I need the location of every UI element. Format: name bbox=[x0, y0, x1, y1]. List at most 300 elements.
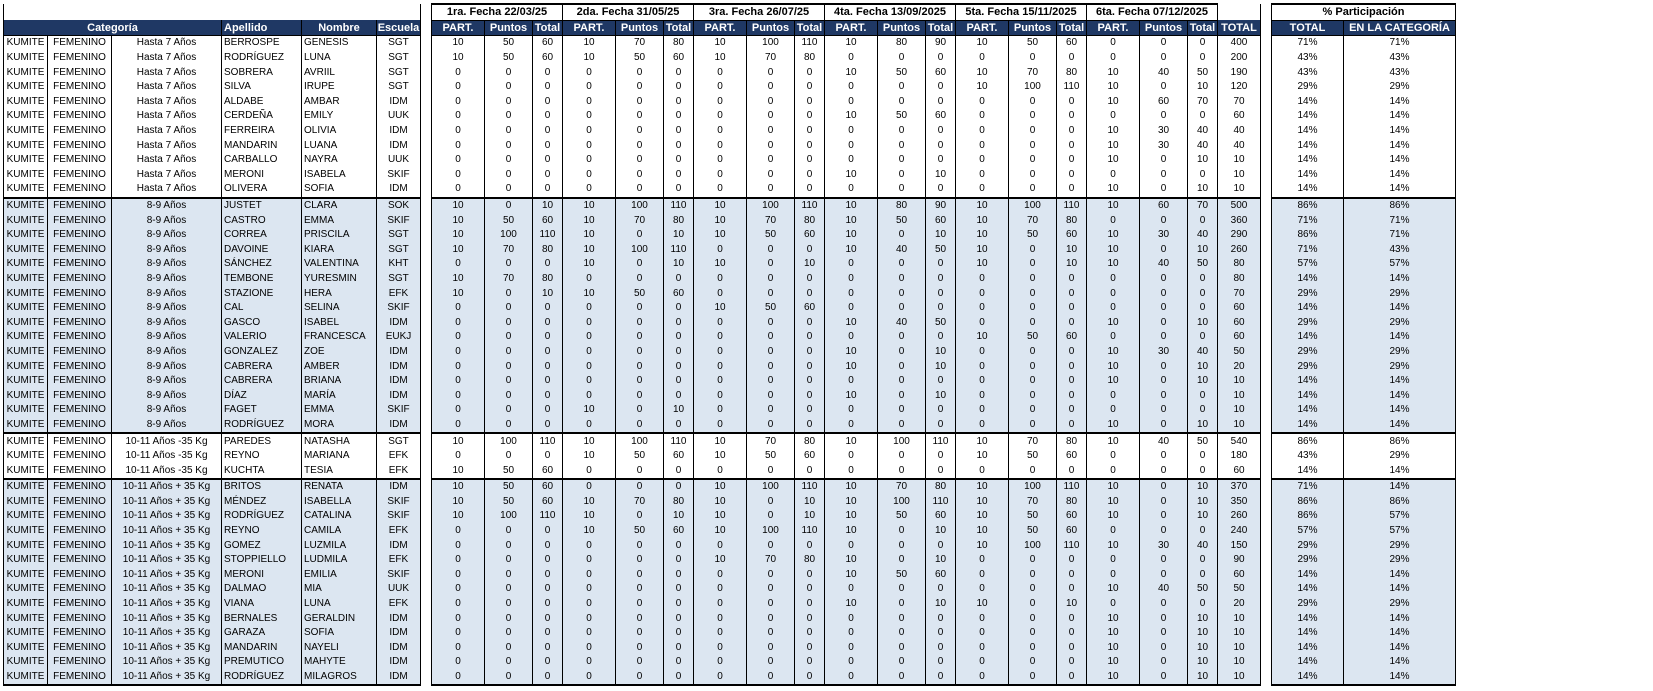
nombre-cell: SOFIA bbox=[302, 182, 377, 198]
spacer bbox=[421, 315, 432, 330]
part-cell: 10 bbox=[1087, 345, 1140, 360]
puntos-cell: 0 bbox=[1009, 611, 1057, 626]
escuela-cell: IDM bbox=[377, 138, 421, 153]
genero-cell: FEMENINO bbox=[48, 479, 112, 495]
disciplina-cell: KUMITE bbox=[4, 95, 48, 110]
part-cell: 0 bbox=[563, 611, 616, 626]
puntos-cell: 0 bbox=[878, 228, 926, 243]
spacer bbox=[1261, 641, 1272, 656]
fecha-total-cell: 0 bbox=[926, 80, 956, 95]
categoria-cell: 8-9 Años bbox=[112, 315, 222, 330]
puntos-cell: 0 bbox=[878, 168, 926, 183]
puntos-cell: 0 bbox=[1140, 51, 1188, 66]
fecha-total-cell: 0 bbox=[795, 272, 825, 287]
pct-categoria-cell: 14% bbox=[1344, 95, 1456, 110]
puntos-cell: 70 bbox=[616, 213, 664, 228]
fecha-total-cell: 40 bbox=[1188, 228, 1218, 243]
spacer bbox=[421, 479, 432, 495]
fecha-total-header: Total bbox=[1057, 20, 1087, 36]
puntos-cell: 0 bbox=[616, 568, 664, 583]
genero-cell: FEMENINO bbox=[48, 418, 112, 434]
part-cell: 0 bbox=[1087, 286, 1140, 301]
part-cell: 10 bbox=[1087, 228, 1140, 243]
part-cell: 0 bbox=[432, 418, 485, 434]
fecha-total-cell: 0 bbox=[926, 655, 956, 670]
puntos-cell: 0 bbox=[1009, 301, 1057, 316]
nombre-cell: MARIANA bbox=[302, 449, 377, 464]
escuela-cell: UUK bbox=[377, 582, 421, 597]
spacer bbox=[421, 670, 432, 686]
spacer bbox=[421, 418, 432, 434]
fecha-total-cell: 60 bbox=[1057, 524, 1087, 539]
part-cell: 10 bbox=[1087, 243, 1140, 258]
apellido-cell: MERONI bbox=[222, 168, 302, 183]
apellido-cell: FERREIRA bbox=[222, 124, 302, 139]
fecha-total-cell: 60 bbox=[926, 568, 956, 583]
spacer bbox=[421, 95, 432, 110]
pct-categoria-cell: 29% bbox=[1344, 345, 1456, 360]
pct-categoria-cell: 43% bbox=[1344, 243, 1456, 258]
categoria-cell: 8-9 Años bbox=[112, 418, 222, 434]
table-row bbox=[4, 655, 1456, 670]
grand-total-cell: 60 bbox=[1218, 463, 1261, 479]
pct-total-cell: 29% bbox=[1272, 538, 1344, 553]
pct-total-cell: 14% bbox=[1272, 182, 1344, 198]
part-cell: 0 bbox=[825, 611, 878, 626]
puntos-cell: 0 bbox=[1140, 641, 1188, 656]
categoria-cell: 10-11 Años + 35 Kg bbox=[112, 655, 222, 670]
part-cell: 10 bbox=[825, 345, 878, 360]
puntos-cell: 0 bbox=[616, 597, 664, 612]
puntos-cell: 0 bbox=[616, 95, 664, 110]
pct-total-header: TOTAL bbox=[1272, 20, 1344, 36]
part-cell: 10 bbox=[1087, 582, 1140, 597]
fecha-total-cell: 0 bbox=[664, 153, 694, 168]
disciplina-cell: KUMITE bbox=[4, 418, 48, 434]
categoria-cell: 8-9 Años bbox=[112, 374, 222, 389]
part-cell: 0 bbox=[956, 553, 1009, 568]
fecha-total-cell: 0 bbox=[1057, 345, 1087, 360]
nombre-cell: BRIANA bbox=[302, 374, 377, 389]
part-cell: 0 bbox=[432, 374, 485, 389]
disciplina-cell: KUMITE bbox=[4, 80, 48, 95]
puntos-cell: 0 bbox=[878, 124, 926, 139]
puntos-cell: 0 bbox=[616, 80, 664, 95]
puntos-cell: 0 bbox=[616, 315, 664, 330]
part-cell: 0 bbox=[1087, 568, 1140, 583]
spacer bbox=[1261, 36, 1272, 51]
puntos-cell: 50 bbox=[878, 213, 926, 228]
part-cell: 0 bbox=[432, 524, 485, 539]
pct-categoria-cell: 14% bbox=[1344, 109, 1456, 124]
nombre-cell: PRISCILA bbox=[302, 228, 377, 243]
genero-cell: FEMENINO bbox=[48, 433, 112, 449]
part-cell: 0 bbox=[956, 403, 1009, 418]
puntos-cell: 0 bbox=[747, 374, 795, 389]
part-cell: 0 bbox=[694, 182, 747, 198]
fecha-total-cell: 0 bbox=[795, 670, 825, 686]
part-cell: 10 bbox=[694, 433, 747, 449]
escuela-cell: SGT bbox=[377, 433, 421, 449]
grand-total-cell: 370 bbox=[1218, 479, 1261, 495]
spacer bbox=[1261, 553, 1272, 568]
puntos-cell: 0 bbox=[1140, 243, 1188, 258]
puntos-cell: 0 bbox=[1009, 582, 1057, 597]
part-cell: 0 bbox=[694, 626, 747, 641]
fecha-total-cell: 0 bbox=[664, 479, 694, 495]
part-cell: 10 bbox=[432, 272, 485, 287]
fecha-total-cell: 0 bbox=[533, 641, 563, 656]
puntos-cell: 0 bbox=[1009, 286, 1057, 301]
puntos-cell: 0 bbox=[747, 168, 795, 183]
puntos-cell: 0 bbox=[485, 418, 533, 434]
apellido-cell: RODRÍGUEZ bbox=[222, 418, 302, 434]
part-cell: 10 bbox=[825, 243, 878, 258]
part-cell: 10 bbox=[1087, 509, 1140, 524]
puntos-cell: 0 bbox=[616, 301, 664, 316]
nombre-cell: EMMA bbox=[302, 213, 377, 228]
fecha-total-cell: 60 bbox=[926, 509, 956, 524]
puntos-cell: 0 bbox=[485, 568, 533, 583]
fecha-total-cell: 0 bbox=[664, 330, 694, 345]
fecha-total-cell: 0 bbox=[1188, 568, 1218, 583]
fecha-total-cell: 110 bbox=[795, 198, 825, 214]
fecha-total-cell: 50 bbox=[926, 315, 956, 330]
escuela-cell: SKIF bbox=[377, 568, 421, 583]
part-cell: 10 bbox=[694, 553, 747, 568]
part-cell: 10 bbox=[825, 315, 878, 330]
part-cell: 10 bbox=[956, 495, 1009, 510]
fecha-total-cell: 0 bbox=[533, 611, 563, 626]
genero-cell: FEMENINO bbox=[48, 36, 112, 51]
categoria-cell: 8-9 Años bbox=[112, 388, 222, 403]
part-cell: 0 bbox=[956, 582, 1009, 597]
table-row bbox=[4, 388, 1456, 403]
fecha-total-cell: 0 bbox=[795, 80, 825, 95]
part-cell: 0 bbox=[694, 463, 747, 479]
apellido-cell: MÉNDEZ bbox=[222, 495, 302, 510]
genero-cell: FEMENINO bbox=[48, 449, 112, 464]
puntos-cell: 0 bbox=[1140, 626, 1188, 641]
pct-categoria-cell: 71% bbox=[1344, 228, 1456, 243]
categoria-cell: Hasta 7 Años bbox=[112, 124, 222, 139]
pct-categoria-cell: 14% bbox=[1344, 568, 1456, 583]
puntos-header: Puntos bbox=[1140, 20, 1188, 36]
table-row bbox=[4, 228, 1456, 243]
table-row bbox=[4, 626, 1456, 641]
fecha-total-cell: 0 bbox=[533, 597, 563, 612]
fecha-total-cell: 10 bbox=[1188, 153, 1218, 168]
categoria-cell: 10-11 Años + 35 Kg bbox=[112, 626, 222, 641]
puntos-cell: 70 bbox=[1009, 213, 1057, 228]
disciplina-cell: KUMITE bbox=[4, 286, 48, 301]
disciplina-cell: KUMITE bbox=[4, 597, 48, 612]
fecha-total-cell: 0 bbox=[795, 138, 825, 153]
puntos-cell: 100 bbox=[485, 509, 533, 524]
part-cell: 0 bbox=[563, 670, 616, 686]
apellido-cell: KUCHTA bbox=[222, 463, 302, 479]
disciplina-cell: KUMITE bbox=[4, 138, 48, 153]
fecha-total-cell: 0 bbox=[1057, 95, 1087, 110]
fecha-total-cell: 0 bbox=[664, 301, 694, 316]
disciplina-cell: KUMITE bbox=[4, 626, 48, 641]
fecha-total-cell: 10 bbox=[795, 495, 825, 510]
part-cell: 10 bbox=[1087, 65, 1140, 80]
puntos-cell: 0 bbox=[485, 388, 533, 403]
part-cell: 0 bbox=[432, 359, 485, 374]
part-cell: 0 bbox=[432, 301, 485, 316]
part-cell: 10 bbox=[956, 213, 1009, 228]
part-cell: 10 bbox=[956, 433, 1009, 449]
puntos-cell: 0 bbox=[878, 418, 926, 434]
table-row bbox=[4, 80, 1456, 95]
fecha-total-cell: 60 bbox=[1057, 330, 1087, 345]
pct-total-cell: 14% bbox=[1272, 95, 1344, 110]
puntos-cell: 0 bbox=[747, 315, 795, 330]
fecha-total-cell: 0 bbox=[1057, 272, 1087, 287]
part-cell: 10 bbox=[956, 228, 1009, 243]
fecha-total-cell: 0 bbox=[664, 124, 694, 139]
genero-cell: FEMENINO bbox=[48, 597, 112, 612]
disciplina-cell: KUMITE bbox=[4, 124, 48, 139]
part-cell: 10 bbox=[432, 433, 485, 449]
pct-categoria-cell: 43% bbox=[1344, 65, 1456, 80]
fecha-total-cell: 0 bbox=[1057, 418, 1087, 434]
part-cell: 10 bbox=[956, 597, 1009, 612]
apellido-cell: TEMBONE bbox=[222, 272, 302, 287]
part-cell: 10 bbox=[825, 433, 878, 449]
part-cell: 0 bbox=[432, 330, 485, 345]
categoria-cell: 8-9 Años bbox=[112, 243, 222, 258]
puntos-cell: 0 bbox=[878, 345, 926, 360]
part-cell: 0 bbox=[432, 597, 485, 612]
puntos-cell: 0 bbox=[747, 138, 795, 153]
nombre-cell: EMILIA bbox=[302, 568, 377, 583]
spacer bbox=[1261, 670, 1272, 686]
part-cell: 0 bbox=[1087, 449, 1140, 464]
part-cell: 10 bbox=[825, 168, 878, 183]
escuela-cell: SKIF bbox=[377, 495, 421, 510]
fecha-total-cell: 0 bbox=[1188, 597, 1218, 612]
pct-total-cell: 86% bbox=[1272, 509, 1344, 524]
table-row bbox=[4, 168, 1456, 183]
apellido-cell: CORREA bbox=[222, 228, 302, 243]
table-row bbox=[4, 509, 1456, 524]
puntos-cell: 0 bbox=[1140, 553, 1188, 568]
part-cell: 0 bbox=[825, 463, 878, 479]
genero-cell: FEMENINO bbox=[48, 168, 112, 183]
grand-total-cell: 200 bbox=[1218, 51, 1261, 66]
apellido-cell: CERDEÑA bbox=[222, 109, 302, 124]
part-cell: 0 bbox=[825, 257, 878, 272]
pct-categoria-cell: 14% bbox=[1344, 388, 1456, 403]
apellido-cell: MANDARIN bbox=[222, 138, 302, 153]
nombre-cell: ISABELLA bbox=[302, 495, 377, 510]
grand-total-cell: 60 bbox=[1218, 568, 1261, 583]
puntos-cell: 0 bbox=[616, 272, 664, 287]
part-cell: 10 bbox=[1087, 611, 1140, 626]
spacer bbox=[421, 655, 432, 670]
part-cell: 0 bbox=[432, 611, 485, 626]
puntos-cell: 0 bbox=[878, 626, 926, 641]
genero-cell: FEMENINO bbox=[48, 611, 112, 626]
grand-total-cell: 10 bbox=[1218, 182, 1261, 198]
nombre-cell: SOFIA bbox=[302, 626, 377, 641]
fecha-total-cell: 110 bbox=[926, 495, 956, 510]
disciplina-cell: KUMITE bbox=[4, 36, 48, 51]
escuela-cell: IDM bbox=[377, 374, 421, 389]
puntos-cell: 0 bbox=[616, 109, 664, 124]
apellido-cell: CASTRO bbox=[222, 213, 302, 228]
nombre-cell: HERA bbox=[302, 286, 377, 301]
fecha-total-cell: 0 bbox=[533, 80, 563, 95]
pct-categoria-cell: 86% bbox=[1344, 198, 1456, 214]
fecha-total-cell: 10 bbox=[1188, 670, 1218, 686]
puntos-cell: 0 bbox=[616, 479, 664, 495]
spacer bbox=[1261, 20, 1272, 36]
part-cell: 10 bbox=[825, 568, 878, 583]
pct-categoria-cell: 29% bbox=[1344, 315, 1456, 330]
puntos-cell: 50 bbox=[616, 449, 664, 464]
part-cell: 0 bbox=[825, 95, 878, 110]
puntos-cell: 0 bbox=[1009, 418, 1057, 434]
spacer bbox=[421, 449, 432, 464]
puntos-cell: 70 bbox=[485, 272, 533, 287]
part-cell: 0 bbox=[432, 124, 485, 139]
spacer bbox=[421, 626, 432, 641]
spacer bbox=[421, 272, 432, 287]
part-cell: 0 bbox=[825, 655, 878, 670]
part-cell: 0 bbox=[825, 670, 878, 686]
fecha-total-cell: 60 bbox=[664, 449, 694, 464]
part-cell: 0 bbox=[694, 597, 747, 612]
fecha-total-cell: 0 bbox=[664, 388, 694, 403]
puntos-cell: 0 bbox=[747, 509, 795, 524]
categoria-cell: Hasta 7 Años bbox=[112, 109, 222, 124]
fecha-total-cell: 70 bbox=[1188, 95, 1218, 110]
part-cell: 0 bbox=[563, 65, 616, 80]
fecha-total-cell: 0 bbox=[533, 582, 563, 597]
fecha-total-cell: 60 bbox=[795, 228, 825, 243]
pct-categoria-cell: 57% bbox=[1344, 257, 1456, 272]
part-cell: 0 bbox=[825, 418, 878, 434]
part-cell: 0 bbox=[432, 80, 485, 95]
pct-categoria-cell: 71% bbox=[1344, 36, 1456, 51]
part-cell: 10 bbox=[1087, 80, 1140, 95]
disciplina-cell: KUMITE bbox=[4, 257, 48, 272]
pct-total-cell: 43% bbox=[1272, 65, 1344, 80]
puntos-cell: 50 bbox=[747, 449, 795, 464]
escuela-cell: SGT bbox=[377, 65, 421, 80]
puntos-cell: 40 bbox=[878, 315, 926, 330]
spacer bbox=[1261, 403, 1272, 418]
fecha-total-cell: 110 bbox=[795, 36, 825, 51]
table-row bbox=[4, 330, 1456, 345]
fecha-total-cell: 0 bbox=[533, 95, 563, 110]
puntos-cell: 0 bbox=[616, 359, 664, 374]
part-cell: 0 bbox=[956, 286, 1009, 301]
spacer bbox=[421, 568, 432, 583]
disciplina-cell: KUMITE bbox=[4, 182, 48, 198]
puntos-cell: 50 bbox=[878, 65, 926, 80]
pct-total-cell: 14% bbox=[1272, 388, 1344, 403]
puntos-cell: 70 bbox=[747, 213, 795, 228]
nombre-cell: ZOE bbox=[302, 345, 377, 360]
grand-total-cell: 50 bbox=[1218, 582, 1261, 597]
puntos-cell: 0 bbox=[878, 257, 926, 272]
pct-categoria-cell: 14% bbox=[1344, 611, 1456, 626]
part-cell: 10 bbox=[1087, 655, 1140, 670]
puntos-cell: 0 bbox=[878, 272, 926, 287]
spacer bbox=[421, 286, 432, 301]
fecha-total-cell: 0 bbox=[795, 641, 825, 656]
puntos-cell: 40 bbox=[1140, 257, 1188, 272]
fecha-total-cell: 60 bbox=[533, 495, 563, 510]
fecha-total-cell: 10 bbox=[926, 524, 956, 539]
table-row bbox=[4, 582, 1456, 597]
puntos-cell: 0 bbox=[747, 286, 795, 301]
part-cell: 0 bbox=[694, 359, 747, 374]
disciplina-cell: KUMITE bbox=[4, 301, 48, 316]
nombre-cell: IRUPE bbox=[302, 80, 377, 95]
puntos-cell: 0 bbox=[616, 257, 664, 272]
puntos-cell: 80 bbox=[878, 198, 926, 214]
nombre-cell: CAMILA bbox=[302, 524, 377, 539]
part-cell: 0 bbox=[432, 388, 485, 403]
part-cell: 10 bbox=[432, 509, 485, 524]
pct-total-cell: 14% bbox=[1272, 611, 1344, 626]
puntos-cell: 0 bbox=[616, 553, 664, 568]
part-cell: 0 bbox=[1087, 403, 1140, 418]
part-cell: 0 bbox=[825, 582, 878, 597]
part-cell: 0 bbox=[694, 388, 747, 403]
puntos-cell: 0 bbox=[747, 65, 795, 80]
fecha-total-cell: 0 bbox=[533, 138, 563, 153]
disciplina-cell: KUMITE bbox=[4, 272, 48, 287]
categoria-cell: 10-11 Años + 35 Kg bbox=[112, 670, 222, 686]
part-cell: 0 bbox=[694, 95, 747, 110]
categoria-cell: 10-11 Años -35 Kg bbox=[112, 449, 222, 464]
spacer bbox=[421, 65, 432, 80]
fecha-total-cell: 0 bbox=[1188, 330, 1218, 345]
nombre-cell: VALENTINA bbox=[302, 257, 377, 272]
puntos-cell: 70 bbox=[747, 51, 795, 66]
apellido-cell: BERNALES bbox=[222, 611, 302, 626]
puntos-cell: 0 bbox=[747, 611, 795, 626]
escuela-cell: SGT bbox=[377, 36, 421, 51]
nombre-cell: GENESIS bbox=[302, 36, 377, 51]
spacer bbox=[421, 36, 432, 51]
part-cell: 10 bbox=[432, 36, 485, 51]
apellido-cell: DALMAO bbox=[222, 582, 302, 597]
fecha-total-cell: 0 bbox=[664, 463, 694, 479]
grand-total-cell: 10 bbox=[1218, 388, 1261, 403]
fecha-total-cell: 0 bbox=[1057, 109, 1087, 124]
grand-total-cell: 40 bbox=[1218, 138, 1261, 153]
fecha-total-cell: 0 bbox=[1188, 403, 1218, 418]
part-cell: 0 bbox=[956, 626, 1009, 641]
puntos-cell: 0 bbox=[878, 582, 926, 597]
puntos-cell: 0 bbox=[485, 301, 533, 316]
puntos-cell: 0 bbox=[1140, 509, 1188, 524]
part-cell: 10 bbox=[432, 198, 485, 214]
puntos-cell: 0 bbox=[878, 388, 926, 403]
part-cell: 10 bbox=[825, 213, 878, 228]
puntos-cell: 0 bbox=[485, 286, 533, 301]
standings-body bbox=[4, 36, 1456, 686]
part-cell: 0 bbox=[432, 403, 485, 418]
fecha-total-cell: 40 bbox=[1188, 138, 1218, 153]
